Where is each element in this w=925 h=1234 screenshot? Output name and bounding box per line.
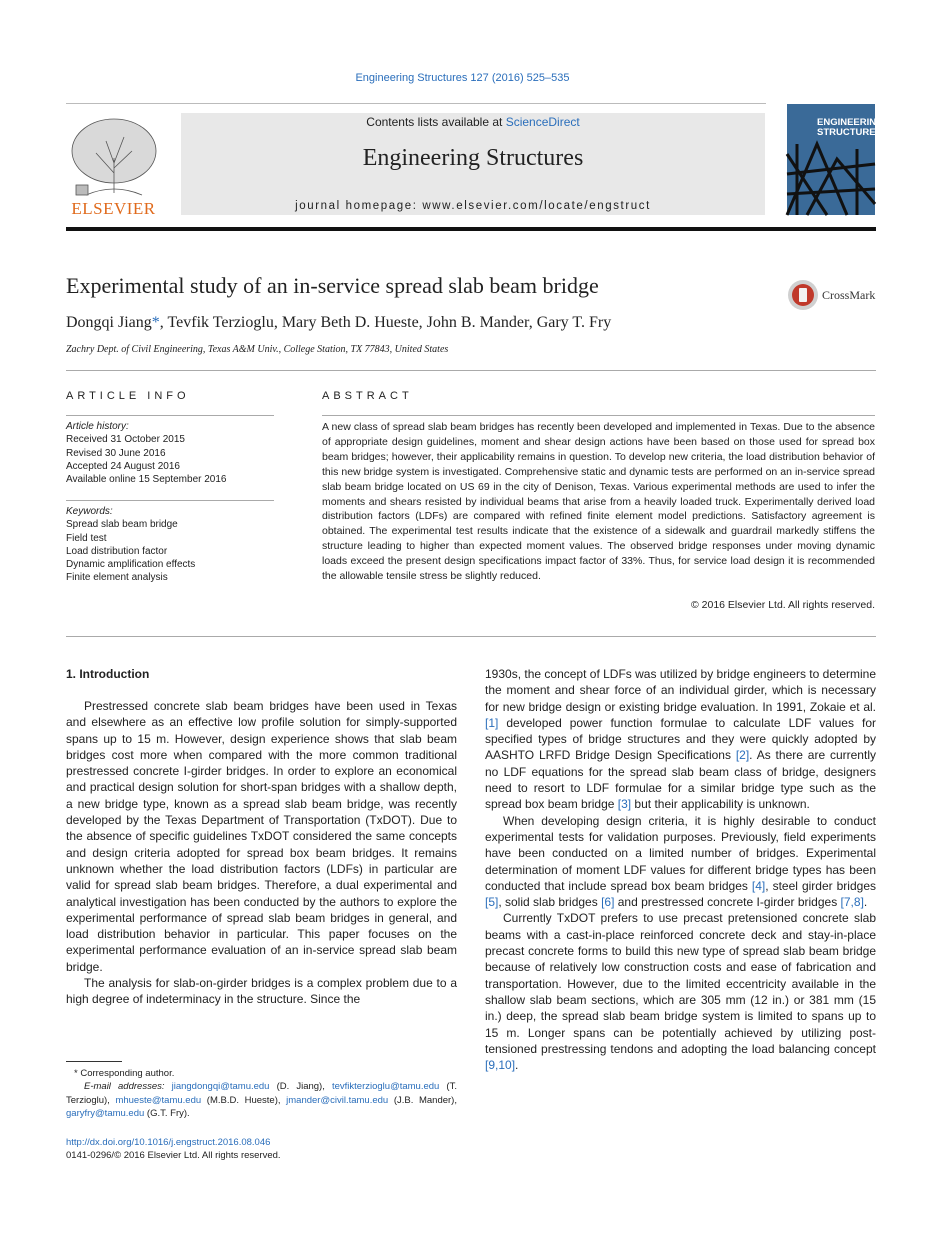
reference-link[interactable]: [5] xyxy=(485,895,499,910)
author-list xyxy=(66,314,611,332)
cover-title: ENGINEERING STRUCTURES xyxy=(817,117,884,138)
header-divider xyxy=(66,103,766,104)
section-divider xyxy=(66,370,876,371)
keywords-heading: Keywords: xyxy=(66,506,113,517)
sciencedirect-link[interactable]: ScienceDirect xyxy=(505,115,580,129)
doi-block xyxy=(66,1136,281,1163)
journal-banner xyxy=(181,113,765,215)
email-addresses: E-mail addresses: jiangdongqi@tamu.edu (D. Jiang), tevfikterzioglu@tamu.edu (T. Terzioglu), mhueste@tamu.edu (M.B.D. Hueste), jmander@civil.tamu.edu (J.B. Mander), garyfry@tamu.edu (G.T. Fry). xyxy=(66,1081,457,1119)
article-history xyxy=(66,420,227,486)
abstract-rule xyxy=(322,415,875,416)
paragraph: 1930s, the concept of LDFs was utilized by bridge engineers to determine the moment and shear force of an individual girder, which is necessary for new bridge design or existing bridge evaluation. In 1991, Zokaie et al. [1] developed power function formulae to calculate LDF values for specified types of bridge structures and they were quickly adopted by AASHTO LRFD Bridge Design Specifications [2]. As there are currently no LDF equations for the spread slab beam class of bridge, designers need to resort to LDF formulae for a similar bridge type such as the spread box beam bridge [3] but their applicability is unknown. xyxy=(485,667,876,812)
crossmark-label[interactable]: CrossMark xyxy=(822,288,876,302)
footnote xyxy=(66,1067,457,1120)
email-link[interactable]: mhueste@tamu.edu xyxy=(115,1094,202,1106)
journal-homepage[interactable]: journal homepage: www.elsevier.com/locate/engstruct xyxy=(295,200,651,212)
keyword: Field test xyxy=(66,532,107,544)
article-info-heading: ARTICLE INFO xyxy=(66,390,190,402)
keyword: Finite element analysis xyxy=(66,572,168,584)
keywords-rule xyxy=(66,500,274,501)
author-name: Dongqi Jiang xyxy=(66,314,152,331)
email-link[interactable]: garyfry@tamu.edu xyxy=(66,1107,145,1119)
doi-link[interactable]: http://dx.doi.org/10.1016/j.engstruct.2016.08.046 xyxy=(66,1137,271,1148)
reference-link[interactable]: [4] xyxy=(751,878,766,893)
paragraph: Currently TxDOT prefers to use precast pretensioned concrete slab beams with a cast-in-place reinforced concrete deck and stay-in-place precast concrete forms to build this new type of spread slab beam bridge because of relatively low construction costs and ease of fabrication and transportation. However, due to the limited eccentricity available in the shallow slab beam sections, which are 305 mm (12 in.) or 381 mm (15 in.) deep, the spread slab beam bridge system is limited to spans up to 15 m. Longer spans can be potentially achieved by utilizing post-tensioned prestressing tendons and adopting the load balancing concept [9,10]. xyxy=(485,911,876,1073)
reference-link[interactable]: [2] xyxy=(735,748,750,763)
reference-link[interactable]: [1] xyxy=(485,715,499,730)
keyword: Load distribution factor xyxy=(66,545,168,557)
reference-link[interactable]: [3] xyxy=(617,797,632,812)
crossmark-icon[interactable] xyxy=(787,279,819,311)
keyword: Dynamic amplification effects xyxy=(66,559,196,571)
affiliation: Zachry Dept. of Civil Engineering, Texas A&M Univ., College Station, TX 77843, United States xyxy=(66,344,449,355)
section-heading-introduction: 1. Introduction xyxy=(66,667,150,681)
keywords-block xyxy=(66,505,195,585)
article-history-heading: Article history: xyxy=(66,421,129,432)
history-accepted: Accepted 24 August 2016 xyxy=(66,460,180,472)
journal-name: Engineering Structures xyxy=(362,145,584,171)
elsevier-logo-text: ELSEVIER xyxy=(71,199,156,218)
history-received: Received 31 October 2015 xyxy=(66,434,185,446)
email-link[interactable]: jiangdongqi@tamu.edu xyxy=(171,1081,270,1093)
reference-link[interactable]: [6] xyxy=(601,895,615,910)
abstract-text: A new class of spread slab beam bridges has recently been developed and implemented in Texas. Due to the absence of appropriate design guidelines, moment and shear design actions have been based on those used for spread box beam bridges; however, their applicability remains in question. To develop new criteria, the load distribution behavior of this new bridge system is investigated. Comprehensive static and dynamic tests are performed on an in-service spread slab beam bridge located on US 69 in the city of Denison, Texas. Various experimental methods are used to infer the moments and shears resisted by individual beams that arise from a heavily loaded truck. Experimentally derived load distribution factors (LDFs) are compared with refined finite element model predictions. Satisfactory agreement is obtained. The experimental test results indicate that the existence of a sidewalk and guardrail markedly stiffens the structure leading to higher than expected moment values. The observed bridge responses under moving dynamic loads exceed the present design specifications impact factor of 33%. Thus, for service load design it is recommended the allowable tensile stress be slightly reduced. xyxy=(322,421,875,583)
corresponding-author-note: * Corresponding author. xyxy=(74,1068,175,1079)
issn-line: 0141-0296/© 2016 Elsevier Ltd. All rights reserved. xyxy=(66,1150,281,1162)
paragraph: The analysis for slab-on-girder bridges is a complex problem due to a high degree of indeterminacy in the structure. Since the xyxy=(66,976,457,1007)
journal-citation[interactable]: Engineering Structures 127 (2016) 525–535 xyxy=(355,72,570,84)
reference-link[interactable]: [9,10] xyxy=(485,1058,516,1073)
right-column xyxy=(485,666,876,1073)
author-names-rest: , Tevfik Terzioglu, Mary Beth D. Hueste, John B. Mander, Gary T. Fry xyxy=(159,314,612,331)
header-thick-rule xyxy=(66,227,876,231)
keyword: Spread slab beam bridge xyxy=(66,519,178,531)
paragraph: When developing design criteria, it is highly desirable to conduct experimental tests for validation purposes. Previously, field experiments have been conducted on a limited number of bridges. Experimental determination of moment LDF values for different bridge types has been conducted that include spread box beam bridges [4], steel girder bridges [5], solid slab bridges [6] and prestressed concrete I-girder bridges [7,8]. xyxy=(485,813,876,910)
footnote-rule xyxy=(66,1061,122,1062)
contents-availability: Contents lists available at ScienceDirect xyxy=(366,115,580,129)
left-column xyxy=(66,698,457,1008)
email-link[interactable]: tevfikterzioglu@tamu.edu xyxy=(331,1081,440,1093)
history-online: Available online 15 September 2016 xyxy=(66,474,227,486)
abstract-copyright: © 2016 Elsevier Ltd. All rights reserved. xyxy=(691,599,875,611)
article-title: Experimental study of an in-service spread slab beam bridge xyxy=(66,273,599,298)
journal-cover-image xyxy=(787,104,884,215)
history-revised: Revised 30 June 2016 xyxy=(66,447,166,459)
paragraph: Prestressed concrete slab beam bridges have been used in Texas and elsewhere as an effective low profile solution for simply-supported spans up to 15 m. However, design experience shows that slab beam bridges cost more when compared with the more common traditional prestressed concrete I-girder bridges. In order to explore an economical and practical design solution for short-span bridges with a shallow depth, a new bridge type, known as a spread slab beam bridge, was recently developed by the Texas Department of Transportation (TxDOT). Due to the absence of specific guidelines TxDOT considered the same concepts and design criteria adopted for spread box beam bridges. It remains unknown whether the load distribution factors (LDFs) in particular are valid for spread slab beam bridges. Therefore, a dual experimental and analytical investigation has been conducted by the authors to explore the experimental performance of spread slab beam bridges in general, and load distribution behavior in particular. This paper focuses on the experimental performance evaluation of an in-service spread slab beam bridge. xyxy=(66,699,457,974)
email-link[interactable]: jmander@civil.tamu.edu xyxy=(286,1094,389,1106)
reference-link[interactable]: [7,8] xyxy=(840,895,864,910)
article-info-rule xyxy=(66,415,274,416)
corresponding-author-mark[interactable]: * xyxy=(151,314,160,331)
abstract-heading: ABSTRACT xyxy=(322,390,413,402)
body-divider xyxy=(66,636,876,637)
